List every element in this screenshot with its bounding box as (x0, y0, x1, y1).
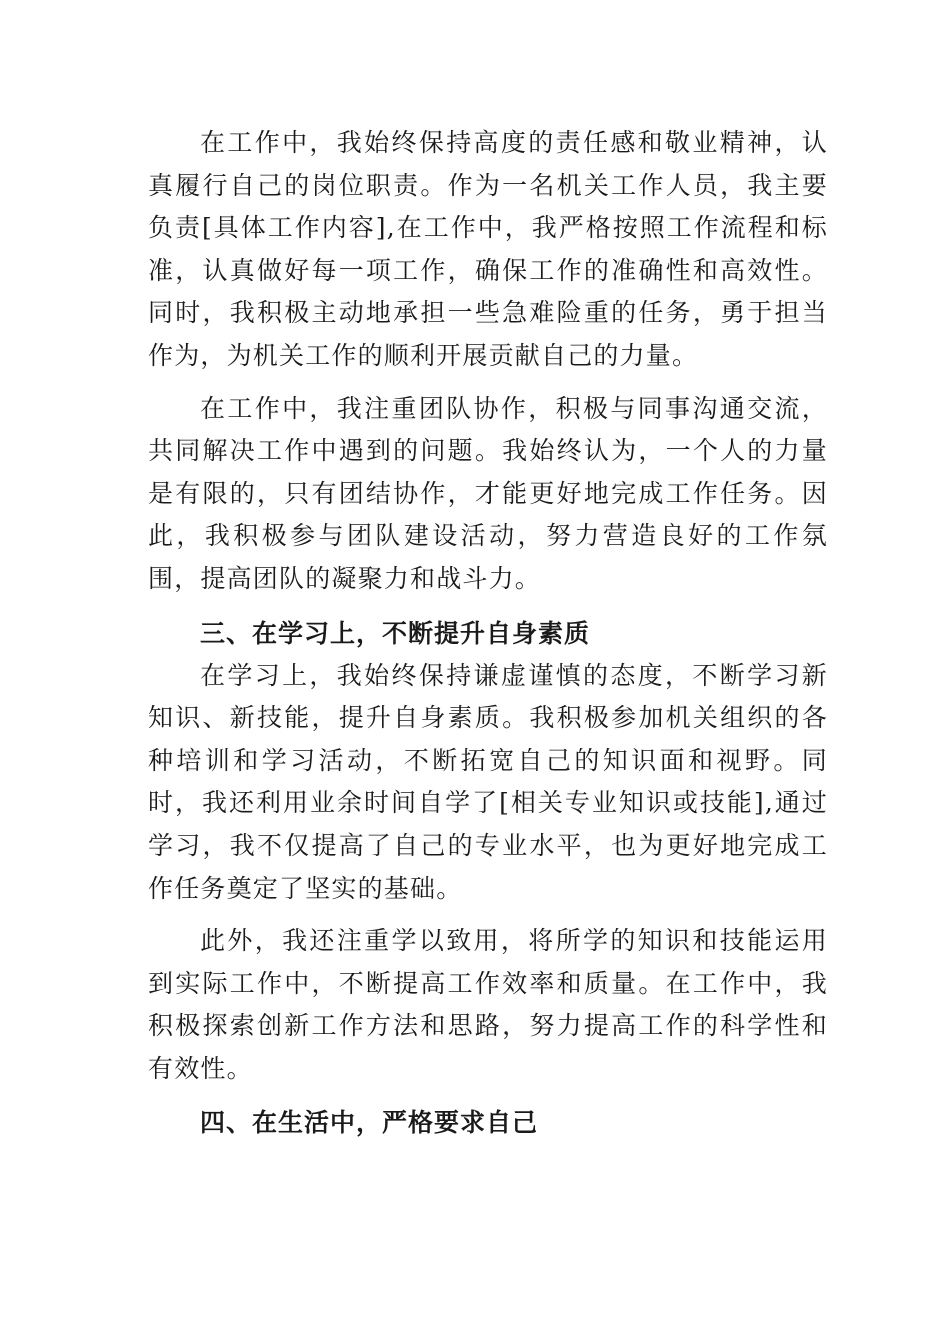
paragraph-teamwork: 在工作中，我注重团队协作，积极与同事沟通交流，共同解决工作中遇到的问题。我始终认为，一个人的力量是有限的，只有团结协作，才能更好地完成工作任务。因此，我积极参与团队建设活动，努力营造良好的工作氛围，提高团队的凝聚力和战斗力。 (148, 393, 828, 593)
paragraph-apply-learning: 此外，我还注重学以致用，将所学的知识和技能运用到实际工作中，不断提高工作效率和质量。在工作中，我积极探索创新工作方法和思路，努力提高工作的科学性和有效性。 (148, 926, 828, 1083)
paragraph-spacer (148, 378, 828, 388)
paragraph-study: 在学习上，我始终保持谦虚谨慎的态度，不断学习新知识、新技能，提升自身素质。我积极参加机关组织的各种培训和学习活动，不断拓宽自己的知识面和视野。同时，我还利用业余时间自学了[相关专业知识或技能],通过学习，我不仅提高了自己的专业水平，也为更好地完成工作任务奠定了坚实的基础。 (148, 660, 828, 903)
paragraph-spacer (148, 910, 828, 920)
document-body (148, 122, 828, 1144)
section-heading-life: 四、在生活中，严格要求自己 (200, 1108, 539, 1138)
paragraph-spacer (148, 1090, 828, 1102)
paragraph-spacer (148, 601, 828, 613)
paragraph-work-responsibility: 在工作中，我始终保持高度的责任感和敬业精神，认真履行自己的岗位职责。作为一名机关工作人员，我主要负责[具体工作内容],在工作中，我严格按照工作流程和标准，认真做好每一项工作，确保工作的准确性和高效性。同时，我积极主动地承担一些急难险重的任务，勇于担当作为，为机关工作的顺利开展贡献自己的力量。 (148, 128, 828, 370)
section-heading-study: 三、在学习上，不断提升自身素质 (200, 618, 591, 648)
